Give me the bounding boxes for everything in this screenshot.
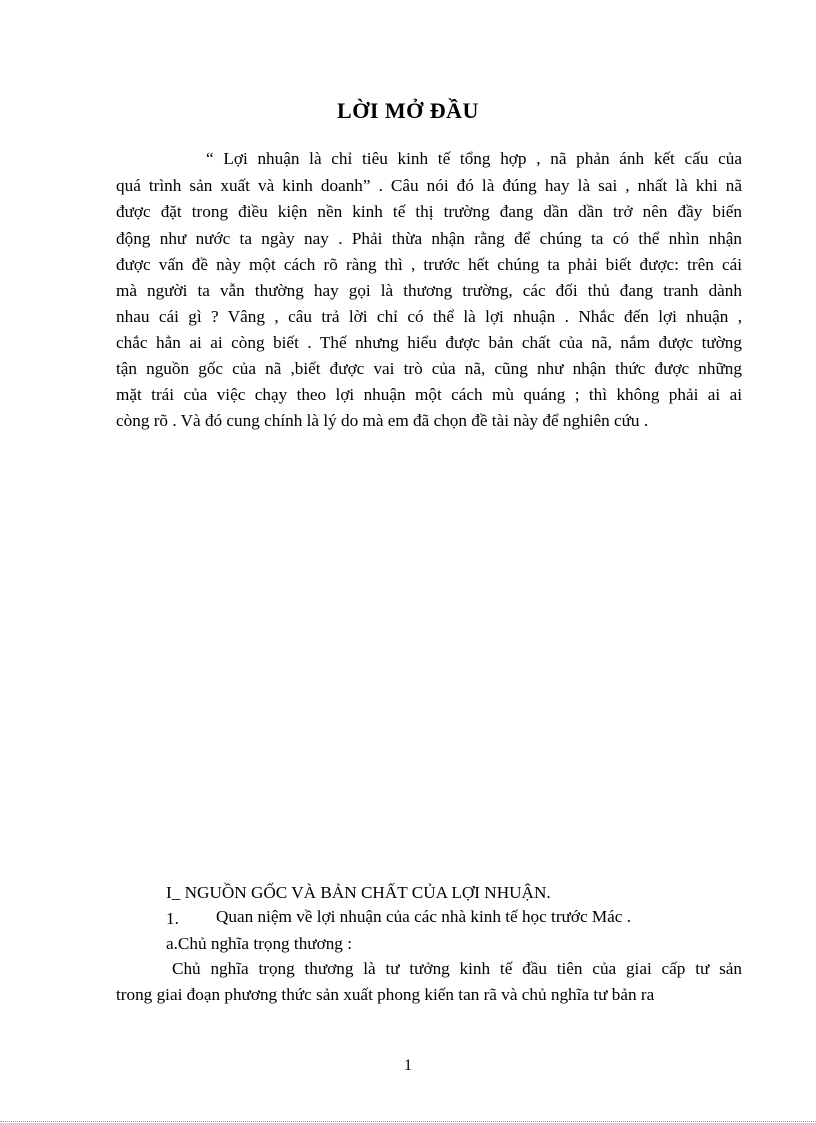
subsection-title: Quan niệm về lợi nhuận của các nhà kinh tế học trước Mác . [216,907,632,926]
item-heading: a.Chủ nghĩa trọng thương : [166,934,352,953]
paragraph-line: quá trình sản xuất và kinh doanh” . Câu nói đó là đúng hay là sai , nhất là khi nã [116,176,742,195]
paragraph-line: được vấn đề này một cách rõ ràng thì , trước hết chúng ta phải biết được: trên cái [116,255,742,274]
subsection-number: 1. [166,909,179,928]
page-number: 1 [404,1057,412,1074]
paragraph-line: nhau cái gì ? Vâng , câu trả lời chỉ có thể là lợi nhuận . Nhắc đến lợi nhuận , [116,307,742,326]
paragraph-line: còng rõ . Và đó cung chính là lý do mà em đã chọn đề tài này để nghiên cứu . [116,411,649,430]
paragraph-line: chắc hẳn ai ai còng biết . Thế nhưng hiểu được bản chất của nã, nắm được tường [116,333,742,352]
paragraph-line: Chủ nghĩa trọng thương là tư tưởng kinh tế đầu tiên của giai cấp tư sản [172,959,742,978]
paragraph-line: “ Lợi nhuận là chỉ tiêu kinh tế tổng hợp , nã phản ánh kết cấu của [206,149,742,168]
paragraph-line: được đặt trong điều kiện nền kinh tế thị trường đang dần dần trở nên đầy biến [116,202,742,221]
paragraph-line: động như nước ta ngày nay . Phải thừa nhận rằng để chúng ta có thể nhìn nhận [116,229,742,248]
section-heading: I_ NGUỒN GỐC VÀ BẢN CHẤT CỦA LỢI NHUẬN. [166,883,551,902]
paragraph-line: mặt trái của việc chạy theo lợi nhuận một cách mù quáng ; thì không phải ai ai [116,385,742,404]
page-title: LỜI MỞ ĐẦU [337,98,479,123]
paragraph-line: trong giai đoạn phương thức sản xuất phong kiến tan rã và chủ nghĩa tư bản ra [116,985,655,1004]
paragraph-line: tận nguồn gốc của nã ,biết được vai trò của nã, cũng như nhận thức được những [116,359,742,378]
page-bottom-rule [0,1121,816,1122]
paragraph-line: mà người ta vẫn thường hay gọi là thương trường, các đối thủ đang tranh dành [116,281,742,300]
